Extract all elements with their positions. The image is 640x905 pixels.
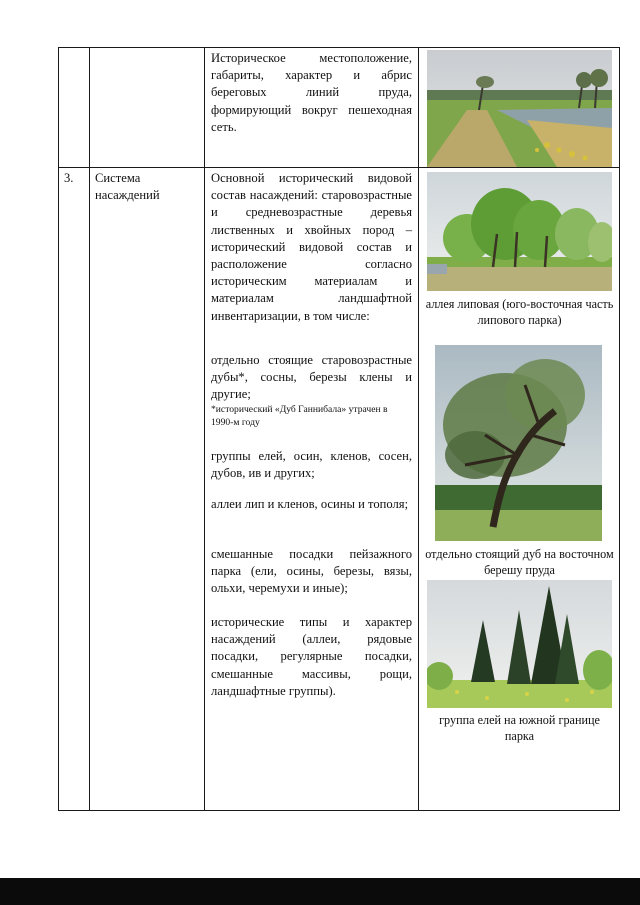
spruce-group-caption-text: группа елей на южной границе парка	[439, 713, 600, 743]
planting-intro	[211, 170, 412, 325]
prev-row-description	[211, 50, 412, 136]
planting-item-2	[211, 448, 412, 482]
table-border-left	[58, 47, 59, 811]
table-border-right	[619, 47, 620, 811]
row-title	[95, 170, 195, 204]
planting-item-5-text: исторические типы и характер насаждений (аллеи, рядовые посадки, регулярные посадки, смешанные массивы, рощи, ландшафтные группы).	[211, 615, 412, 698]
planting-item-1	[211, 352, 412, 404]
spruce-group-photo	[427, 580, 612, 708]
pond-description: Историческое местоположение, габариты, характер и абрис береговых линий пруда, формирующий вокруг пешеходная сеть.	[211, 51, 412, 134]
oak-caption-text: отдельно стоящий дуб на восточном берешу пруда	[425, 547, 614, 577]
planting-item-3	[211, 496, 412, 513]
oak-photo	[435, 345, 602, 541]
footnote	[211, 403, 412, 429]
column-divider-3	[418, 47, 419, 811]
footnote-text: *исторический «Дуб Ганнибала» утрачен в 1990-м году	[211, 404, 388, 428]
table-border-top	[58, 47, 620, 48]
pond-photo	[427, 50, 612, 167]
planting-intro-text: Основной исторический видовой состав насаждений: старовозрастные и средневозрастные деревья лиственных и хвойных пород – исторический видовой состав и расположение согласно историческим материалам и материалам ландшафтной инвентаризации, в том числе:	[211, 171, 412, 323]
planting-item-2-text: группы елей, осин, кленов, сосен, дубов, ив и других;	[211, 449, 412, 481]
planting-item-3-text: аллеи лип и кленов, осины и тополя;	[211, 497, 409, 511]
row-number	[64, 170, 88, 187]
linden-alley-caption	[424, 296, 615, 328]
linden-alley-photo	[427, 172, 612, 291]
table-border-bottom	[58, 810, 620, 811]
row-number-text: 3.	[64, 171, 74, 185]
planting-item-5	[211, 614, 412, 700]
spruce-group-caption	[424, 712, 615, 744]
row-title-text: Система насаждений	[95, 171, 160, 203]
oak-caption	[424, 546, 615, 578]
linden-alley-caption-text: аллея липовая (юго-восточная часть липового парка)	[425, 297, 614, 327]
scan-bottom-edge	[0, 878, 640, 905]
column-divider-2	[204, 47, 205, 811]
planting-item-1-text: отдельно стоящие старовозрастные дубы*, сосны, березы клены и другие;	[211, 353, 412, 402]
planting-item-4-text: смешанные посадки пейзажного парка (ели, осины, березы, вязы, ольхи, черемухи и иные);	[211, 547, 412, 596]
column-divider-1	[89, 47, 90, 811]
row-divider	[58, 167, 620, 168]
planting-item-4	[211, 546, 412, 598]
